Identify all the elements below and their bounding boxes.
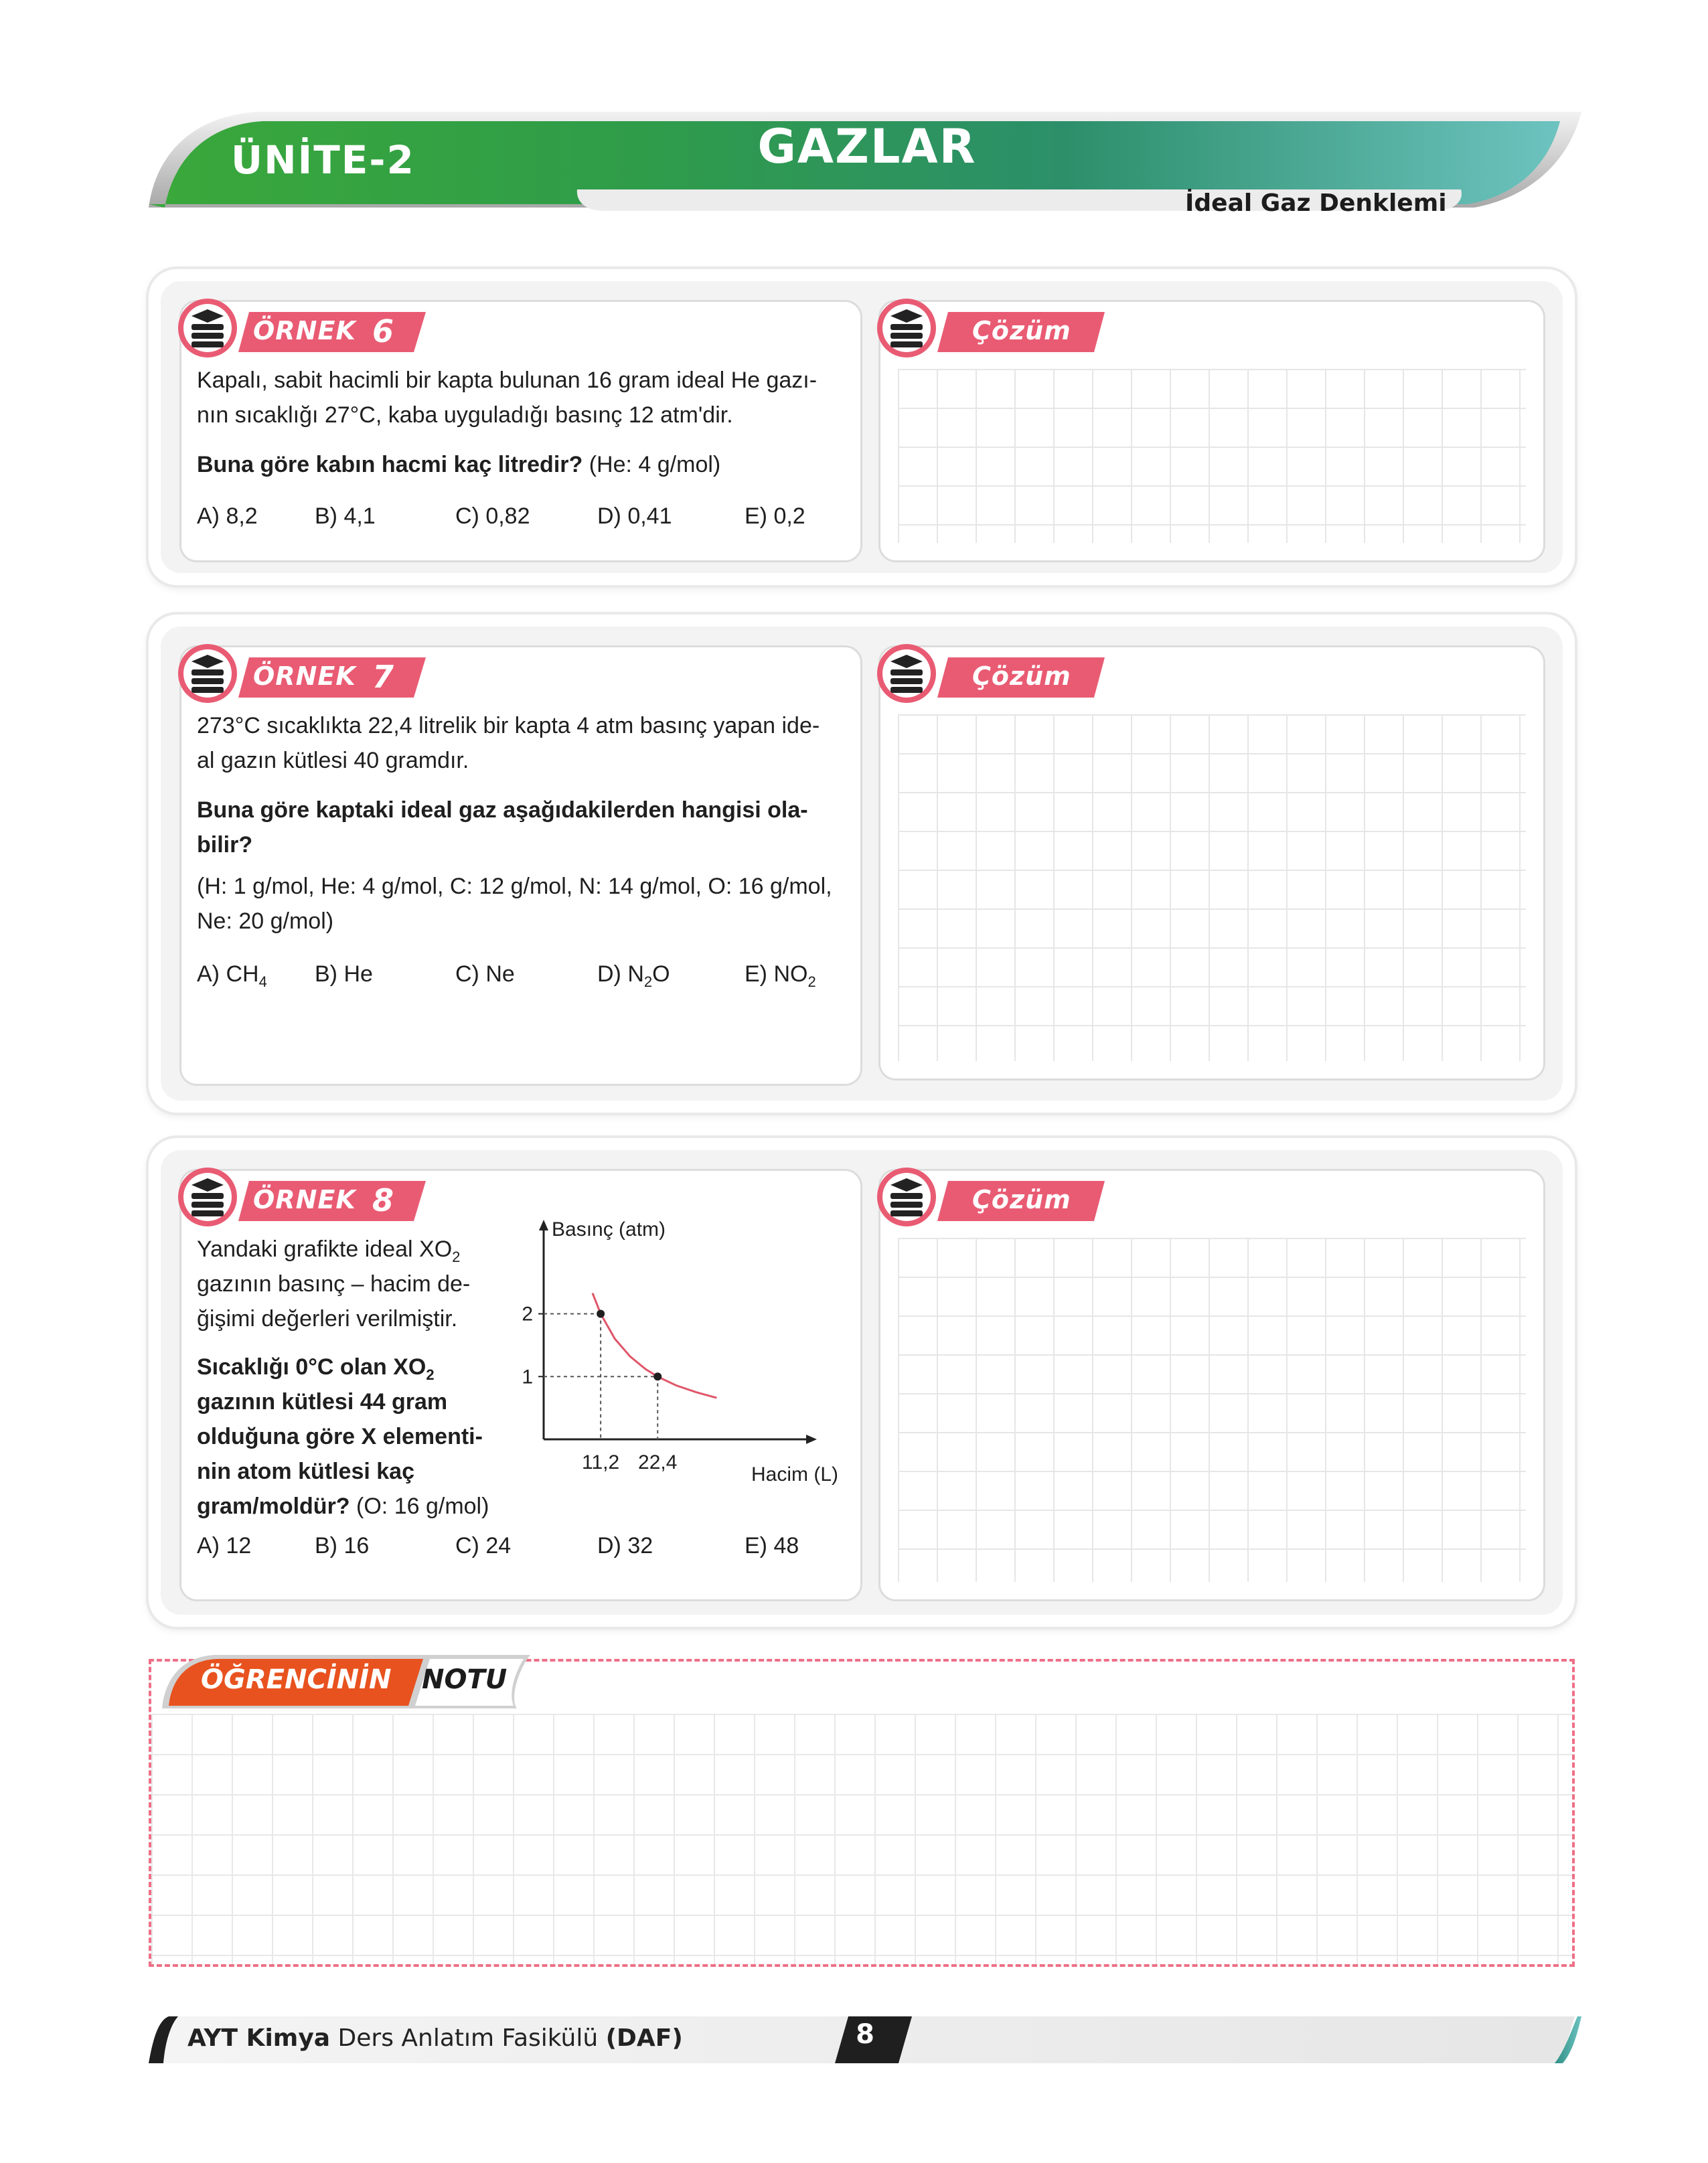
option-text: A) CH [197,961,259,987]
question-bold [197,1350,545,1384]
books-icon [175,641,240,706]
x-axis-label: Hacim (L) [751,1463,838,1486]
question-line: nın sıcaklığı 27°C, kaba uyguladığı basınç 12 atm'dir. [197,402,733,428]
question-line [197,1232,545,1267]
example-card-6 [149,269,1575,585]
solution-label: Çözüm [972,661,1071,691]
example-card-7 [149,615,1575,1113]
books-icon [874,641,939,706]
answer-options [197,1533,853,1567]
books-icon [874,296,939,360]
pressure-volume-curve [593,1293,716,1398]
solution-grid [898,714,1526,1061]
question-hint: (H: 1 g/mol, He: 4 g/mol, C: 12 g/mol, N: 14 g/mol, O: 16 g/mol, [197,874,832,899]
answer-options [197,503,853,537]
question-bold: gazının kütlesi 44 gram [197,1389,448,1415]
question-hint: (He: 4 g/mol) [589,452,721,477]
note-label-part2: NOTU [422,1664,508,1695]
example-number: 8 [372,1182,394,1218]
option-d[interactable]: D) 0,41 [597,503,672,529]
data-point [597,1310,605,1318]
option-a[interactable]: A) 12 [197,1533,252,1558]
option-e[interactable] [745,961,816,990]
question-line: gazının basınç – hacim de- [197,1271,471,1297]
option-e[interactable]: E) 0,2 [745,503,805,529]
example-tag-label: ÖRNEK [253,1185,356,1214]
option-d[interactable] [597,961,670,990]
note-label-part1: ÖĞRENCİNİN [201,1664,392,1695]
option-subscript: 2 [807,973,816,990]
page-number: 8 [856,2019,874,2050]
option-subscript: 4 [258,973,267,990]
example-tag-label: ÖRNEK [253,316,356,345]
footer-title [187,2024,683,2052]
unit-label: ÜNİTE-2 [231,137,415,183]
example-number: 7 [372,659,394,695]
question-hint: (O: 16 g/mol) [356,1494,489,1519]
chapter-title: GAZLAR [757,119,977,174]
question-bold: bilir? [197,832,253,858]
solution-grid [898,369,1526,543]
y-tick-label: 1 [522,1366,533,1388]
question-text [197,1232,545,1524]
option-c[interactable]: C) 24 [455,1533,512,1558]
data-point [653,1372,662,1380]
option-text: E) NO [745,961,808,987]
option-a[interactable]: A) 8,2 [197,503,258,529]
question-text [197,708,860,939]
question-bold: Buna göre kabın hacmi kaç litredir? [197,452,583,477]
option-c[interactable]: C) Ne [455,961,515,987]
y-axis-label: Basınç (atm) [552,1218,666,1240]
example-number: 6 [372,313,394,349]
solution-grid [898,1238,1526,1582]
question-line: 273°C sıcaklıkta 22,4 litrelik bir kapta 4 atm basınç yapan ide- [197,713,820,738]
option-subscript: 2 [643,973,653,990]
x-axis-arrow [806,1435,817,1444]
option-text: O [652,961,670,987]
books-icon [874,1165,939,1229]
y-axis-arrow [539,1220,548,1230]
question-bold: nin atom kütlesi kaç [197,1459,414,1484]
question-line: ğişimi değerleri verilmiştir. [197,1306,458,1332]
books-icon [175,296,240,360]
formula-subscript: 2 [426,1366,435,1383]
option-c[interactable]: C) 0,82 [455,503,530,529]
solution-panel [878,645,1545,1080]
option-b[interactable]: B) 16 [315,1533,370,1558]
question-bold: Buna göre kaptaki ideal gaz aşağıdakilerden hangisi ola- [197,797,808,823]
footer-suffix: (DAF) [605,2024,683,2052]
question-bold: gram/moldür? [197,1494,350,1519]
x-tick-label: 22,4 [638,1451,678,1473]
solution-label: Çözüm [972,1185,1071,1214]
option-b[interactable]: B) He [315,961,373,987]
option-d[interactable]: D) 32 [597,1533,653,1558]
option-e[interactable]: E) 48 [745,1533,799,1558]
footer-bold: AYT Kimya [187,2024,331,2052]
solution-label: Çözüm [972,316,1071,345]
example-tag-label: ÖRNEK [253,661,356,691]
question-line [197,1489,545,1524]
question-text-part: Sıcaklığı 0°C olan XO [197,1354,426,1380]
option-b[interactable]: B) 4,1 [315,503,376,529]
solution-panel [878,1169,1545,1601]
formula-subscript: 2 [452,1249,461,1265]
x-tick-label: 11,2 [582,1451,620,1473]
books-icon [175,1165,240,1229]
question-bold: olduğuna göre X elementi- [197,1424,483,1449]
answer-options [197,961,853,995]
question-text [197,363,860,482]
question-prompt [197,447,860,482]
option-text: D) N [597,961,644,987]
example-card-8 [149,1138,1575,1627]
question-hint: Ne: 20 g/mol) [197,908,334,934]
pressure-volume-chart [497,1212,858,1493]
question-text-part: Yandaki grafikte ideal XO [197,1236,453,1262]
footer-middle: Ders Anlatım Fasikülü [330,2024,606,2052]
question-line: Kapalı, sabit hacimli bir kapta bulunan 16 gram ideal He gazı- [197,368,818,393]
subtopic-title: İdeal Gaz Denklemi [1185,189,1447,217]
question-line: al gazın kütlesi 40 gramdır. [197,748,469,773]
option-a[interactable] [197,961,267,990]
y-tick-label: 2 [522,1303,533,1326]
